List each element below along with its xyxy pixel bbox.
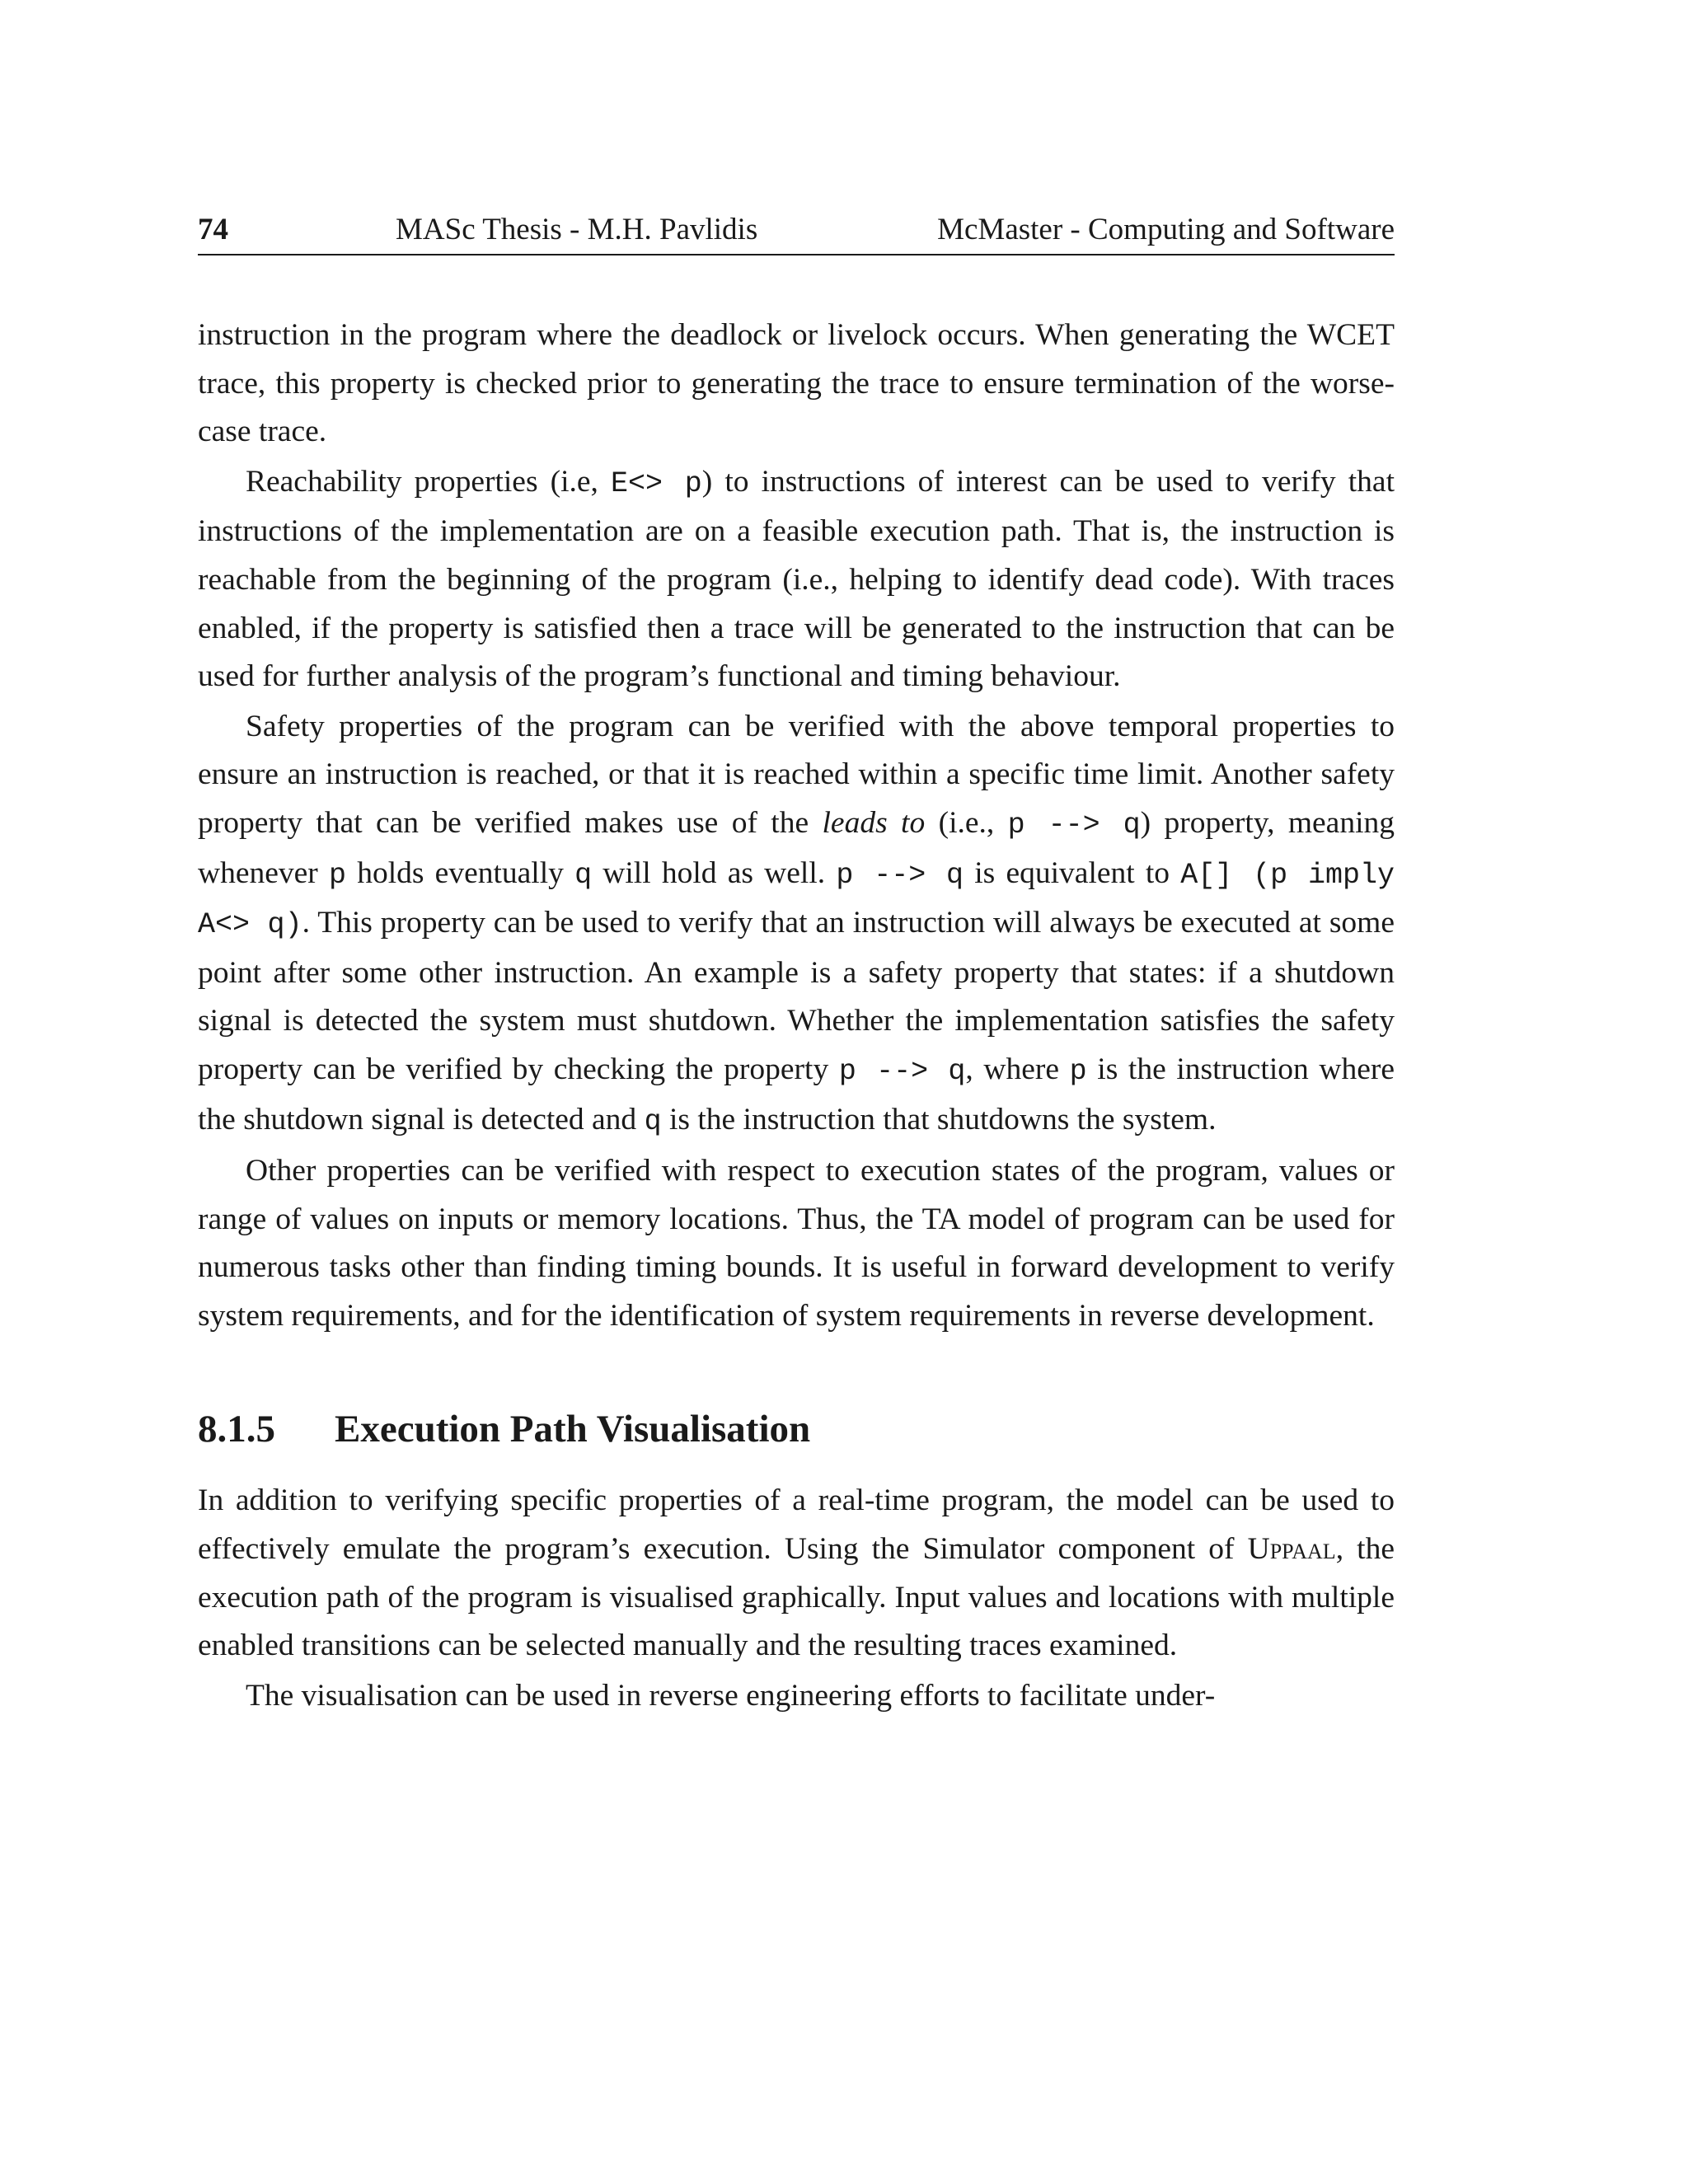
code-inline: q xyxy=(644,1104,662,1138)
tool-name: Uppaal xyxy=(1247,1532,1336,1567)
section-number: 8.1.5 xyxy=(198,1408,275,1451)
code-inline: p xyxy=(328,858,346,892)
code-inline: q xyxy=(574,858,593,892)
paragraph-5: In addition to verifying specific properties of a real-time program, the model can be used to effectively emulate the program’s execution. Using the Simulator component of Uppaal, the execution path of the program is visualised graphically. Input values and locations with multiple enabled transitions can be selected manually and the resulting traces examined. xyxy=(198,1483,1395,1663)
code-inline: A[] (p imply A<> q) xyxy=(198,858,1395,942)
header-institution: McMaster - Computing and Software xyxy=(937,213,1395,246)
code-inline: p --> q xyxy=(1007,808,1141,841)
emphasis: leads to xyxy=(822,805,926,840)
running-header xyxy=(198,208,1395,255)
page-number: 74 xyxy=(198,213,228,246)
code-inline: p --> q xyxy=(836,858,964,892)
body-text xyxy=(198,312,1395,1722)
paragraph-4: Other properties can be verified with respect to execution states of the program, values or range of values on inputs or memory locations. Thus, the TA model of program can be used for numerous tasks other than finding timing bounds. It is useful in forward development to verify system requirements, and for the identification of system requirements in reverse development. xyxy=(198,1154,1395,1333)
paragraph-3: Safety properties of the program can be verified with the above temporal properties to ensure an instruction is reached, or that it is reached within a specific time limit. Another safety property that can be verified makes use of the leads to (i.e., p --> q) property, meaning whenever p holds eventually q will hold as well. p --> q is equivalent to A[] (p imply A<> q). This property can be used to verify that an instruction will always be executed at some point after some other instruction. An example is a safety property that states: if a shutdown signal is detected the system must shutdown. Whether the implementation satisfies the safety property can be verified by checking the property p --> q, where p is the instruction where the shutdown signal is detected and q is the instruction that shutdowns the system. xyxy=(198,709,1395,1138)
paragraph-2: Reachability properties (i.e, E<> p) to instructions of interest can be used to verify that instructions of the implementation are on a feasible execution path. That is, the instruction is reachable from the beginning of the program (i.e., helping to identify dead code). With traces enabled, if the property is satisfied then a trace will be generated to the instruction that can be used for further analysis of the program’s functional and timing behaviour. xyxy=(198,464,1395,694)
paragraph-6: The visualisation can be used in reverse engineering efforts to facilitate under- xyxy=(246,1678,1216,1713)
code-inline: p --> q xyxy=(838,1054,966,1088)
section-heading xyxy=(198,1404,1395,1454)
paragraph-1: instruction in the program where the deadlock or livelock occurs. When generating the WCET trace, this property is checked prior to generating the trace to ensure termination of the worse-case trace. xyxy=(198,318,1395,449)
header-author: MASc Thesis - M.H. Pavlidis xyxy=(396,213,758,246)
section-title: Execution Path Visualisation xyxy=(335,1408,811,1451)
code-inline: E<> p xyxy=(611,466,702,500)
code-inline: p xyxy=(1069,1054,1087,1088)
